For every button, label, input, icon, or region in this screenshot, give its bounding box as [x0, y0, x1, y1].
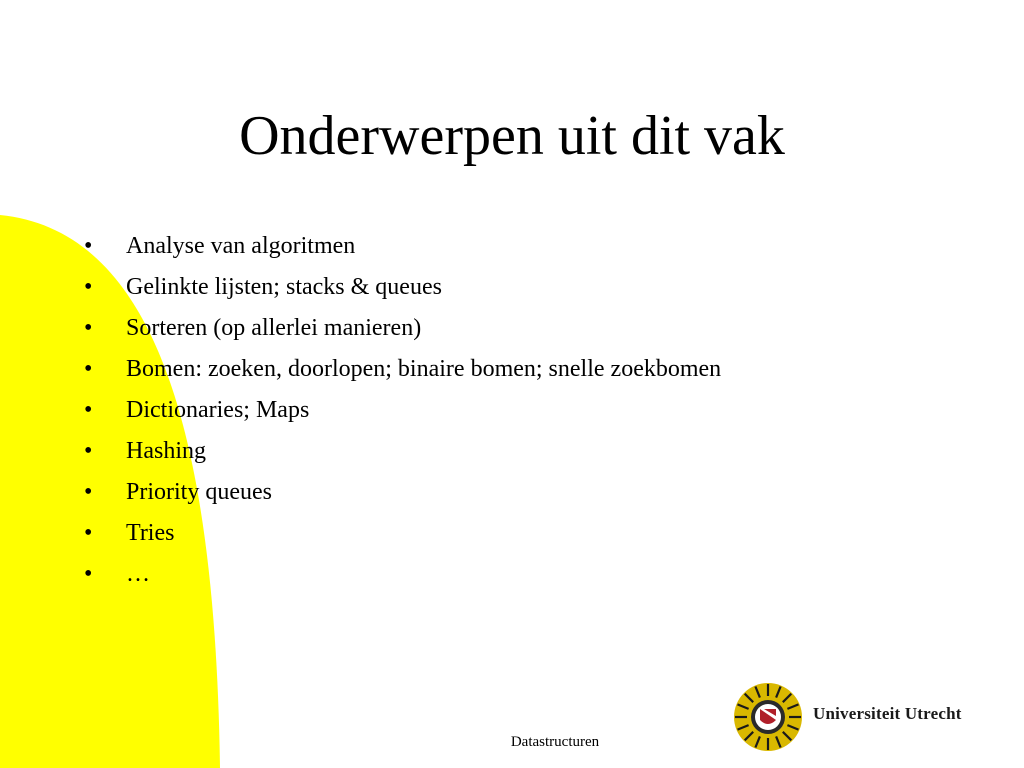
university-seal-icon	[733, 682, 803, 752]
list-item-text: Dictionaries; Maps	[126, 397, 310, 423]
list-item	[84, 308, 721, 349]
bullet-icon: •	[84, 233, 93, 259]
bullet-icon: •	[84, 520, 93, 546]
list-item	[84, 390, 721, 431]
list-item	[84, 431, 721, 472]
university-logo	[733, 682, 993, 752]
bullet-icon: •	[84, 397, 93, 423]
bullet-icon: •	[84, 356, 93, 382]
university-name: Universiteit Utrecht	[813, 704, 962, 723]
list-item	[84, 226, 721, 267]
bullet-icon: •	[84, 479, 93, 505]
footer-text: Datastructuren	[510, 734, 600, 750]
slide-title: Onderwerpen uit dit vak	[239, 105, 785, 167]
bullet-icon: •	[84, 315, 93, 341]
list-item	[84, 554, 721, 595]
list-item-text: …	[126, 561, 150, 587]
list-item-text: Sorteren (op allerlei manieren)	[126, 315, 422, 341]
list-item	[84, 472, 721, 513]
list-item-text: Gelinkte lijsten; stacks & queues	[126, 274, 442, 300]
list-item-text: Analyse van algoritmen	[126, 233, 356, 259]
list-item-text: Tries	[126, 520, 175, 546]
list-item-text: Bomen: zoeken, doorlopen; binaire bomen; snelle zoekbomen	[126, 356, 722, 382]
list-item	[84, 349, 721, 390]
list-item	[84, 267, 721, 308]
topic-list	[84, 226, 721, 595]
bullet-icon: •	[84, 561, 93, 587]
list-item-text: Priority queues	[126, 479, 272, 505]
bullet-icon: •	[84, 438, 93, 464]
list-item-text: Hashing	[126, 438, 206, 464]
bullet-icon: •	[84, 274, 93, 300]
list-item	[84, 513, 721, 554]
